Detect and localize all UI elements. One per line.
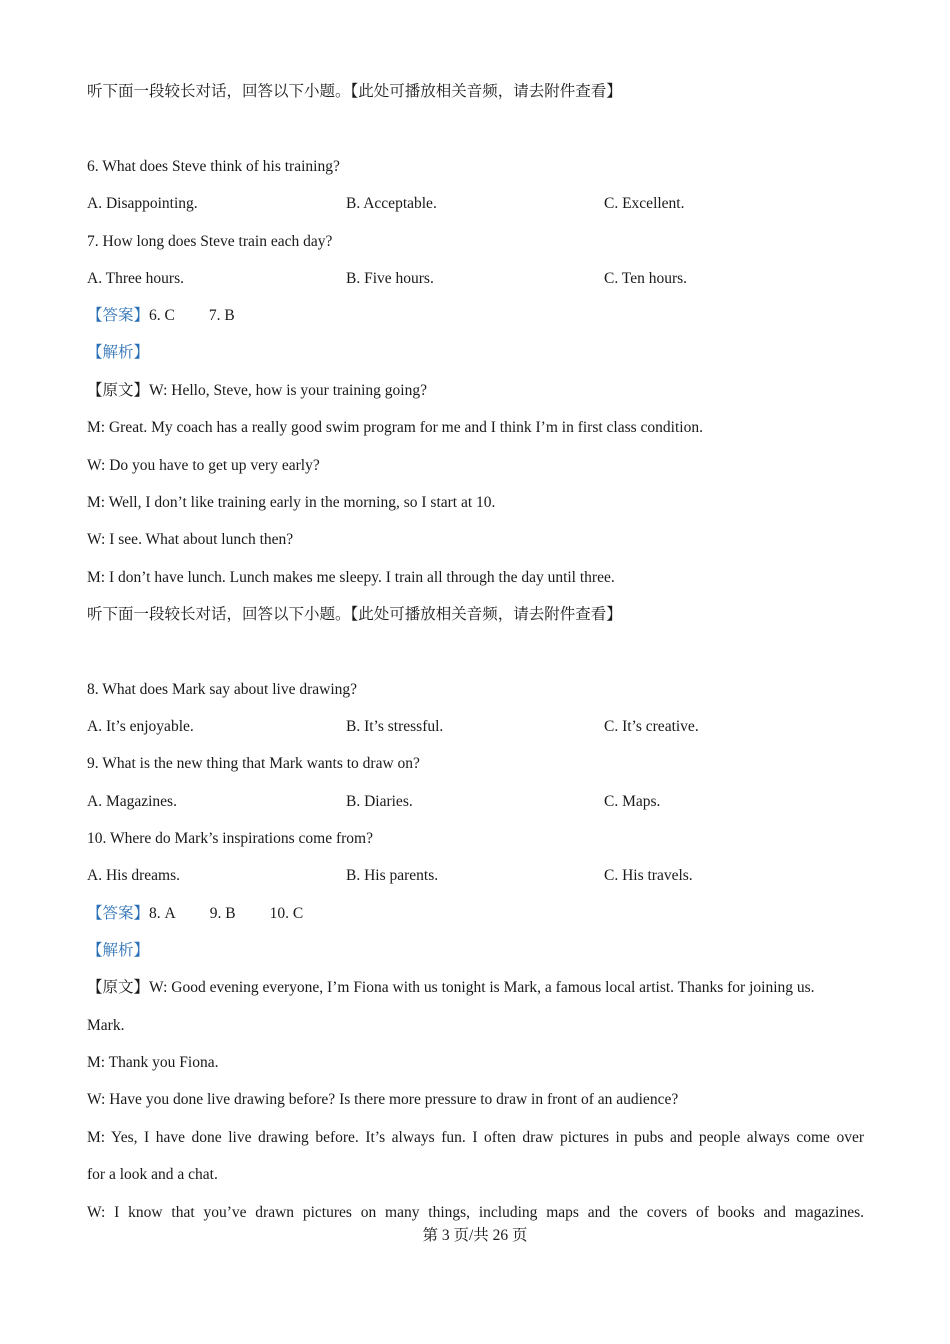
answer-line — [87, 904, 303, 924]
transcript-line: M: Yes, I have done live drawing before. It’s always fun. I often draw pictures in pubs and people always come over — [87, 1129, 864, 1146]
question-stem: 10. Where do Mark’s inspirations come from? — [87, 830, 373, 847]
question-stem: 8. What does Mark say about live drawing? — [87, 681, 358, 698]
transcript-line — [87, 978, 815, 998]
answer-item: 7. B — [208, 307, 235, 324]
option-a: A. Magazines. — [87, 793, 177, 810]
answer-tag: 【答案】 — [87, 905, 150, 922]
transcript-line: W: I see. What about lunch then? — [87, 531, 294, 548]
transcript-line: W: Do you have to get up very early? — [87, 457, 320, 474]
page-number: 第 3 页/共 26 页 — [422, 1227, 528, 1244]
analysis-tag: 【解析】 — [87, 344, 150, 361]
answer-tag: 【答案】 — [87, 307, 150, 324]
option-b: B. Diaries. — [346, 793, 413, 810]
transcript-line: M: I don’t have lunch. Lunch makes me sleepy. I train all through the day until three. — [87, 569, 615, 586]
transcript-line: M: Well, I don’t like training early in the morning, so I start at 10. — [87, 494, 496, 511]
transcript-line: Mark. — [87, 1017, 125, 1034]
analysis-heading — [87, 343, 149, 363]
transcript-line: W: Have you done live drawing before? Is there more pressure to draw in front of an audience? — [87, 1091, 679, 1108]
option-c: C. Ten hours. — [604, 270, 688, 287]
transcript-line: M: Thank you Fiona. — [87, 1054, 219, 1071]
transcript-line — [87, 381, 427, 401]
question-stem: 7. How long does Steve train each day? — [87, 233, 333, 250]
analysis-tag: 【解析】 — [87, 942, 150, 959]
question-stem: 9. What is the new thing that Mark wants to draw on? — [87, 755, 420, 772]
transcript-text: W: Good evening everyone, I’m Fiona with us tonight is Mark, a famous local artist. Thanks for joining us. — [149, 979, 815, 996]
question-stem: 6. What does Steve think of his training? — [87, 158, 340, 175]
option-a: A. His dreams. — [87, 867, 180, 884]
option-b: B. His parents. — [346, 867, 439, 884]
option-c: C. His travels. — [604, 867, 693, 884]
transcript-line: M: Great. My coach has a really good swim program for me and I think I’m in first class condition. — [87, 419, 703, 436]
option-c: C. Maps. — [604, 793, 661, 810]
transcript-text: W: Hello, Steve, how is your training going? — [149, 382, 427, 399]
option-c: C. Excellent. — [604, 195, 685, 212]
option-b: B. Acceptable. — [346, 195, 437, 212]
source-tag: 【原文】 — [87, 382, 150, 399]
option-a: A. It’s enjoyable. — [87, 718, 194, 735]
analysis-heading — [87, 941, 149, 961]
option-b: B. Five hours. — [346, 270, 434, 287]
transcript-line: W: I know that you’ve drawn pictures on many things, including maps and the covers of books and magazines. — [87, 1204, 864, 1221]
answer-item: 6. C — [149, 307, 175, 324]
option-c: C. It’s creative. — [604, 718, 699, 735]
option-a: A. Three hours. — [87, 270, 184, 287]
source-tag: 【原文】 — [87, 979, 150, 996]
option-b: B. It’s stressful. — [346, 718, 444, 735]
answer-item: 10. C — [269, 905, 304, 922]
answer-item: 8. A — [149, 905, 176, 922]
transcript-line: for a look and a chat. — [87, 1166, 218, 1183]
answer-line — [87, 306, 235, 326]
answer-item: 9. B — [209, 905, 236, 922]
listening-instruction: 听下面一段较长对话，回答以下小题。【此处可播放相关音频，请去附件查看】 — [87, 83, 622, 100]
option-a: A. Disappointing. — [87, 195, 198, 212]
listening-instruction: 听下面一段较长对话，回答以下小题。【此处可播放相关音频，请去附件查看】 — [87, 606, 622, 623]
